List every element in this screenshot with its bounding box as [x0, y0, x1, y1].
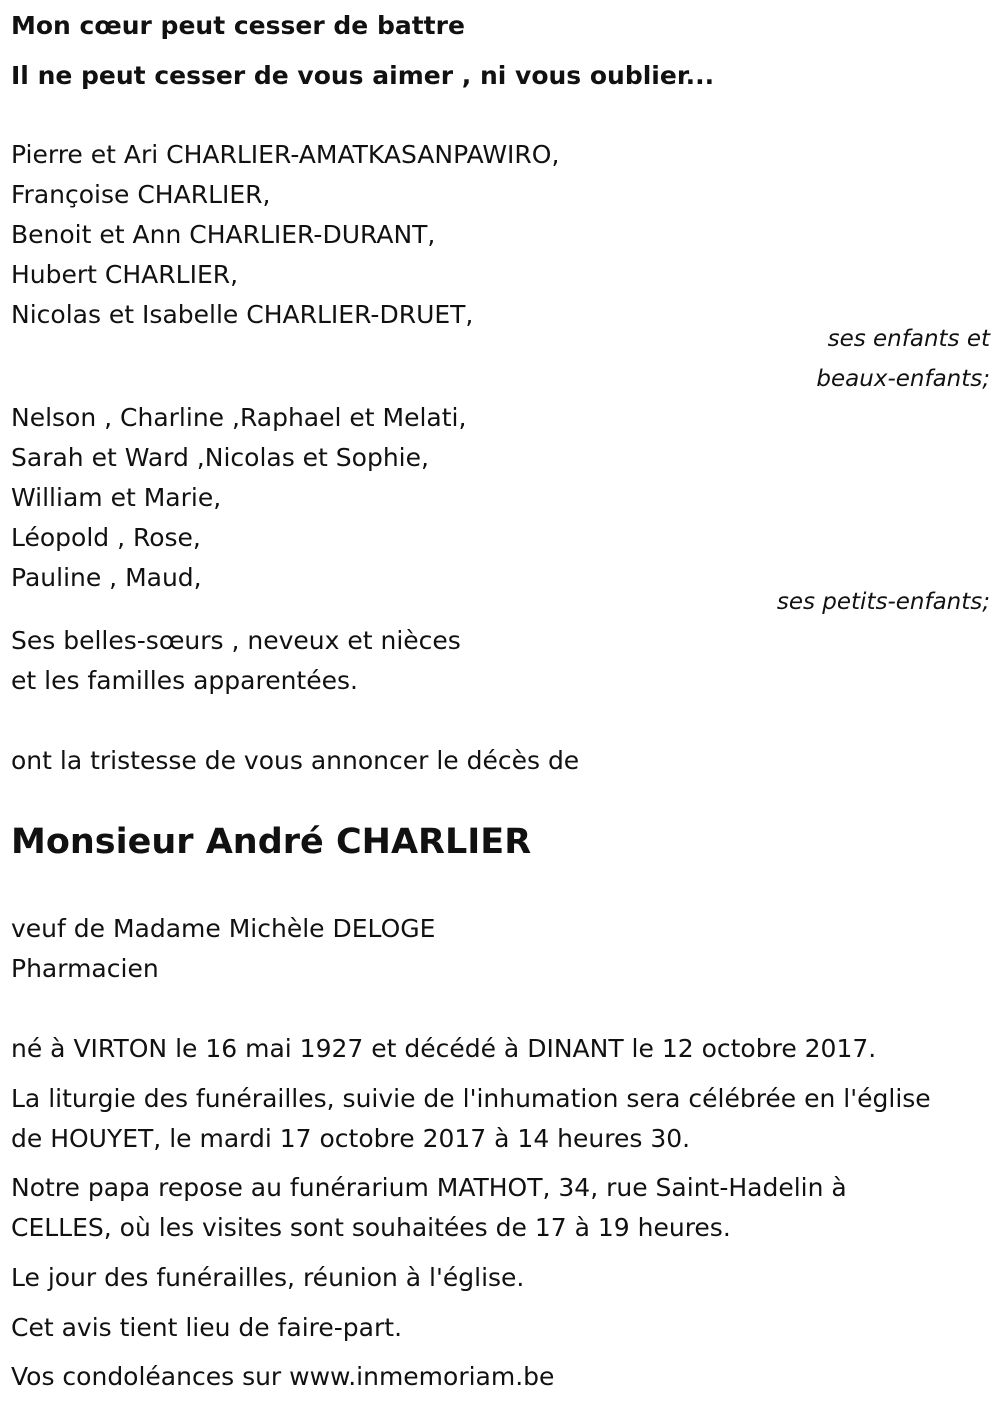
- liturgy-line-2: de HOUYET, le mardi 17 octobre 2017 à 14 heures 30.: [11, 1124, 691, 1153]
- epigraph-line-1: Mon cœur peut cesser de battre: [11, 11, 465, 40]
- children-relation-line-1: ses enfants et: [827, 326, 990, 352]
- condolences-line: Vos condoléances sur www.inmemoriam.be: [11, 1362, 555, 1391]
- announcement-text: ont la tristesse de vous annoncer le décès de: [11, 746, 580, 775]
- relatives-line-1: Ses belles-sœurs , neveux et nièces: [11, 626, 461, 655]
- relatives-line-2: et les familles apparentées.: [11, 666, 358, 695]
- profession-line: Pharmacien: [11, 954, 159, 983]
- grandchild-entry: Nelson , Charline ,Raphael et Melati,: [11, 403, 467, 432]
- child-entry: Pierre et Ari CHARLIER-AMATKASANPAWIRO,: [11, 140, 560, 169]
- child-entry: Benoit et Ann CHARLIER-DURANT,: [11, 220, 436, 249]
- spouse-line: veuf de Madame Michèle DELOGE: [11, 914, 436, 943]
- notice-line: Cet avis tient lieu de faire-part.: [11, 1313, 403, 1342]
- grandchild-entry: William et Marie,: [11, 483, 222, 512]
- liturgy-line-1: La liturgie des funérailles, suivie de l'inhumation sera célébrée en l'église: [11, 1084, 931, 1113]
- grandchildren-relation: ses petits-enfants;: [776, 589, 990, 615]
- child-entry: Hubert CHARLIER,: [11, 260, 239, 289]
- funerarium-line-1: Notre papa repose au funérarium MATHOT, 34, rue Saint-Hadelin à: [11, 1173, 847, 1202]
- grandchild-entry: Léopold , Rose,: [11, 523, 201, 552]
- funerarium-line-2: CELLES, où les visites sont souhaitées de 17 à 19 heures.: [11, 1213, 731, 1242]
- epigraph-line-2: Il ne peut cesser de vous aimer , ni vous oublier...: [11, 61, 715, 90]
- grandchild-entry: Sarah et Ward ,Nicolas et Sophie,: [11, 443, 429, 472]
- child-entry: Françoise CHARLIER,: [11, 180, 271, 209]
- children-relation-line-2: beaux-enfants;: [816, 366, 990, 392]
- child-entry: Nicolas et Isabelle CHARLIER-DRUET,: [11, 300, 474, 329]
- deceased-name: Monsieur André CHARLIER: [11, 822, 532, 862]
- meeting-line: Le jour des funérailles, réunion à l'église.: [11, 1263, 525, 1292]
- grandchild-entry: Pauline , Maud,: [11, 563, 202, 592]
- birth-death-line: né à VIRTON le 16 mai 1927 et décédé à DINANT le 12 octobre 2017.: [11, 1034, 877, 1063]
